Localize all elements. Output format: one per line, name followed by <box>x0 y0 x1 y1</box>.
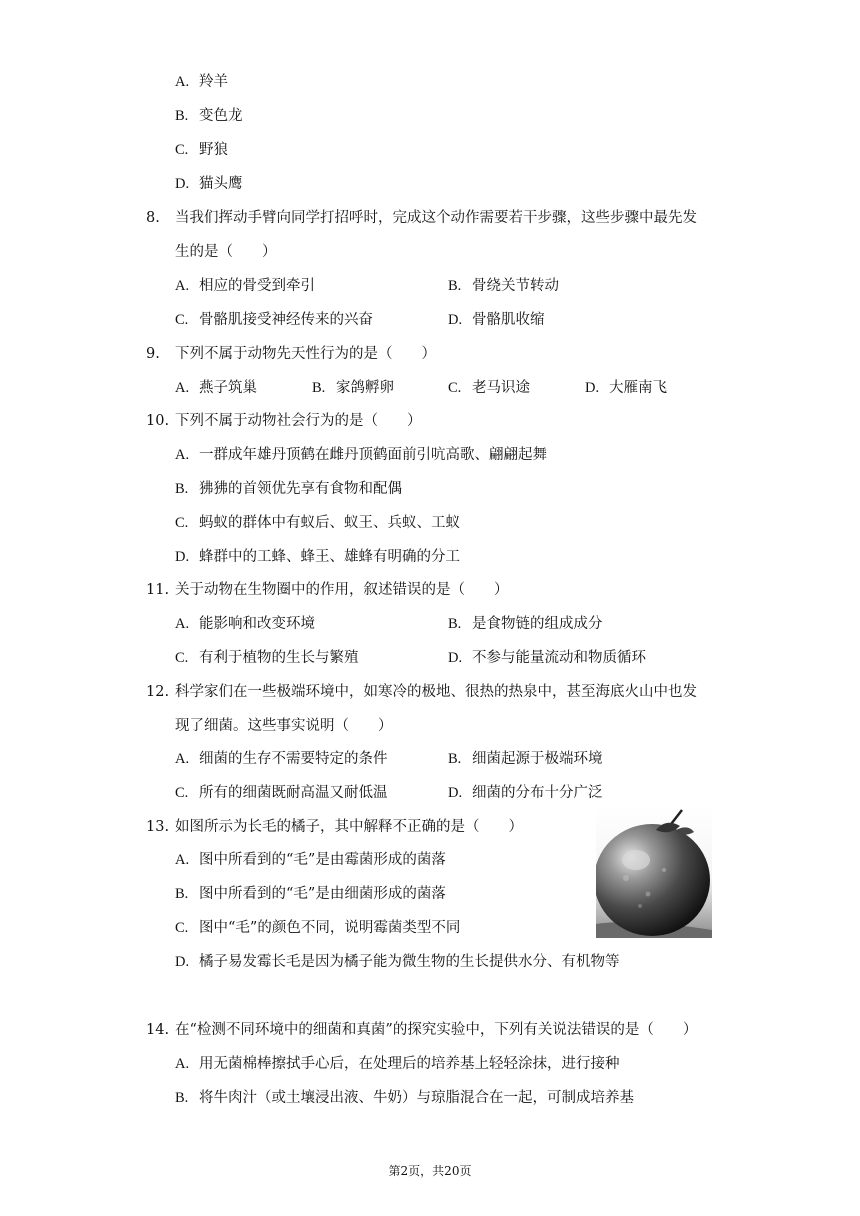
q8-number: 8. <box>146 210 160 226</box>
q10-option-d: D. 蜂群中的工蜂、蜂王、雄蜂有明确的分工 <box>175 549 460 565</box>
q13-stem: 如图所示为长毛的橘子，其中解释不正确的是（ ） <box>175 819 523 835</box>
q13-number: 13. <box>146 819 170 835</box>
q14-number: 14. <box>146 1022 170 1038</box>
q9-option-b: B. 家鸽孵卵 <box>312 380 394 396</box>
q7-option-a: A. 羚羊 <box>175 74 228 90</box>
q12-option-a: A. 细菌的生存不需要特定的条件 <box>175 751 388 767</box>
q13-option-d: D. 橘子易发霉长毛是因为橘子能为微生物的生长提供水分、有机物等 <box>175 954 620 970</box>
q8-option-a: A. 相应的骨受到牵引 <box>175 278 315 294</box>
q14-stem: 在“检测不同环境中的细菌和真菌”的探究实验中，下列有关说法错误的是（ ） <box>175 1022 698 1038</box>
q9-option-c: C. 老马识途 <box>448 380 530 396</box>
q12-option-d: D. 细菌的分布十分广泛 <box>448 785 603 801</box>
q12-option-c: C. 所有的细菌既耐高温又耐低温 <box>175 785 388 801</box>
q11-option-c: C. 有利于植物的生长与繁殖 <box>175 650 359 666</box>
q13-option-a: A. 图中所看到的“毛”是由霉菌形成的菌落 <box>175 852 446 868</box>
q10-option-b: B. 狒狒的首领优先享有食物和配偶 <box>175 481 402 497</box>
q10-number: 10. <box>146 413 170 429</box>
q10-option-c: C. 蚂蚁的群体中有蚁后、蚁王、兵蚁、工蚁 <box>175 515 460 531</box>
q12-stem-line2: 现了细菌。这些事实说明（ ） <box>175 718 393 734</box>
q11-option-a: A. 能影响和改变环境 <box>175 616 315 632</box>
q13-option-b: B. 图中所看到的“毛”是由细菌形成的菌落 <box>175 886 446 902</box>
q11-number: 11. <box>146 582 170 598</box>
q13-option-c: C. 图中“毛”的颜色不同，说明霉菌类型不同 <box>175 920 461 936</box>
q9-number: 9. <box>146 346 160 362</box>
q7-option-b: B. 变色龙 <box>175 108 243 124</box>
q8-option-d: D. 骨骼肌收缩 <box>448 312 545 328</box>
q11-option-d: D. 不参与能量流动和物质循环 <box>448 650 646 666</box>
q7-option-d: D. 猫头鹰 <box>175 176 243 192</box>
q11-stem: 关于动物在生物圈中的作用，叙述错误的是（ ） <box>175 582 509 598</box>
q12-stem-line1: 科学家们在一些极端环境中，如寒冷的极地、很热的热泉中，甚至海底火山中也发 <box>175 684 697 700</box>
q8-option-c: C. 骨骼肌接受神经传来的兴奋 <box>175 312 373 328</box>
q8-stem-line1: 当我们挥动手臂向同学打招呼时，完成这个动作需要若干步骤，这些步骤中最先发 <box>175 210 697 226</box>
page-footer: 第2页，共20页 <box>388 1164 472 1178</box>
q9-stem: 下列不属于动物先天性行为的是（ ） <box>175 346 436 362</box>
q7-option-c: C. 野狼 <box>175 142 228 158</box>
q12-number: 12. <box>146 684 170 700</box>
moldy-orange-image <box>596 806 712 938</box>
moldy-orange-illustration <box>596 806 712 938</box>
q10-option-a: A. 一群成年雄丹顶鹤在雌丹顶鹤面前引吭高歌、翩翩起舞 <box>175 447 547 463</box>
q9-option-d: D. 大雁南飞 <box>585 380 667 396</box>
q8-option-b: B. 骨绕关节转动 <box>448 278 559 294</box>
q11-option-b: B. 是食物链的组成成分 <box>448 616 603 632</box>
q8-stem-line2: 生的是（ ） <box>175 244 277 260</box>
q10-stem: 下列不属于动物社会行为的是（ ） <box>175 413 422 429</box>
q9-option-a: A. 燕子筑巢 <box>175 380 257 396</box>
q12-option-b: B. 细菌起源于极端环境 <box>448 751 603 767</box>
q14-option-a: A. 用无菌棉棒擦拭手心后，在处理后的培养基上轻轻涂抹，进行接种 <box>175 1056 620 1072</box>
q14-option-b: B. 将牛肉汁（或土壤浸出液、牛奶）与琼脂混合在一起，可制成培养基 <box>175 1090 634 1106</box>
